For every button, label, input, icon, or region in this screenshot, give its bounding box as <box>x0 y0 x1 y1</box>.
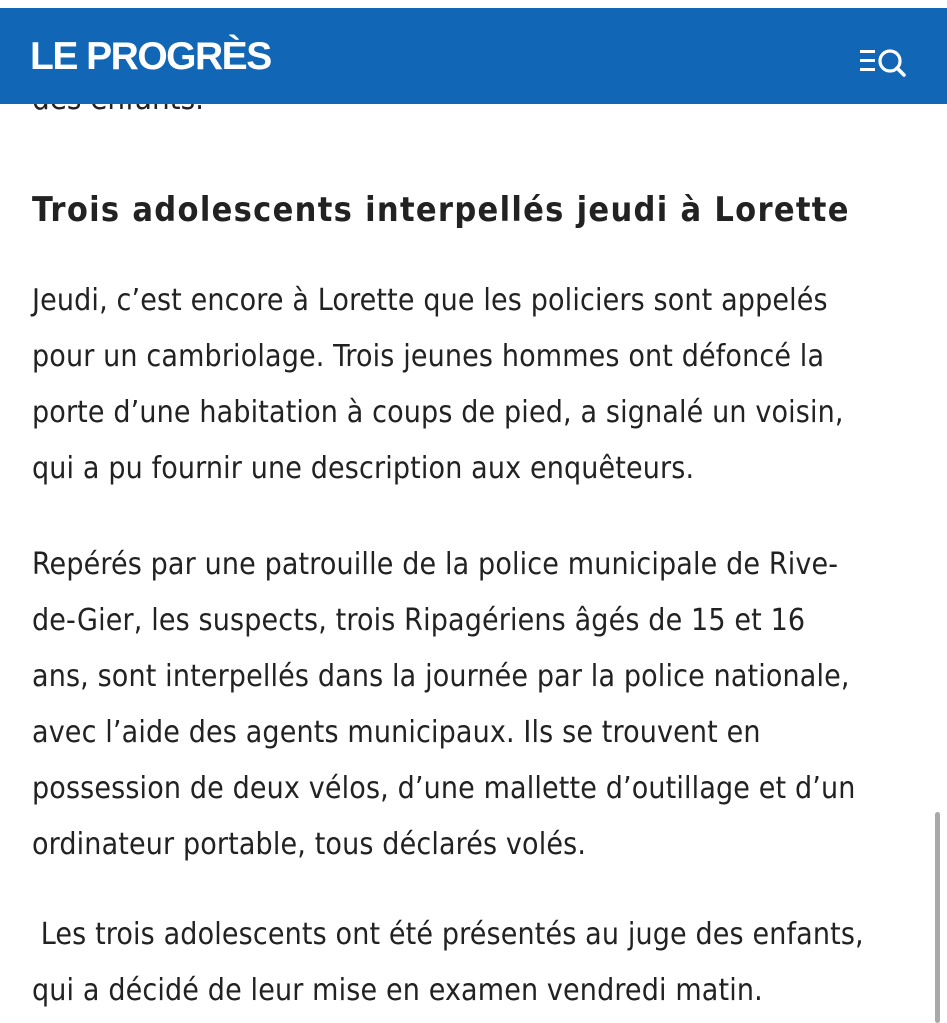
article-subheading: Trois adolescents interpellés jeudi à Lorette <box>32 190 850 230</box>
paragraph-line: porte d’une habitation à coups de pied, a signalé un voisin, <box>32 395 844 430</box>
menu-icon <box>860 50 875 71</box>
article-paragraph <box>32 537 856 873</box>
status-bar-strip <box>0 0 947 8</box>
article-paragraph <box>32 273 844 497</box>
menu-search-button[interactable] <box>858 46 916 80</box>
article-paragraph <box>32 907 864 1019</box>
scrollbar-thumb[interactable] <box>935 812 940 1023</box>
site-header <box>0 8 947 104</box>
paragraph-line: ans, sont interpellés dans la journée par la police nationale, <box>32 659 850 694</box>
search-icon <box>880 51 904 75</box>
paragraph-line: qui a décidé de leur mise en examen vendredi matin. <box>32 973 763 1008</box>
paragraph-line: avec l’aide des agents municipaux. Ils se trouvent en <box>32 715 761 750</box>
paragraph-line: qui a pu fournir une description aux enquêteurs. <box>32 451 695 486</box>
paragraph-line: possession de deux vélos, d’une mallette d’outillage et d’un <box>32 771 856 806</box>
paragraph-line: pour un cambriolage. Trois jeunes hommes ont défoncé la <box>32 339 825 374</box>
paragraph-line: Jeudi, c’est encore à Lorette que les policiers sont appelés <box>32 283 828 318</box>
site-logo[interactable]: LE PROGRÈS <box>30 35 271 78</box>
paragraph-line: Repérés par une patrouille de la police municipale de Rive- <box>32 547 839 582</box>
menu-search-icon <box>858 46 916 80</box>
paragraph-line: ordinateur portable, tous déclarés volés. <box>32 827 587 862</box>
paragraph-line: Les trois adolescents ont été présentés au juge des enfants, <box>32 917 864 952</box>
paragraph-line: de-Gier, les suspects, trois Ripagériens âgés de 15 et 16 <box>32 603 806 638</box>
